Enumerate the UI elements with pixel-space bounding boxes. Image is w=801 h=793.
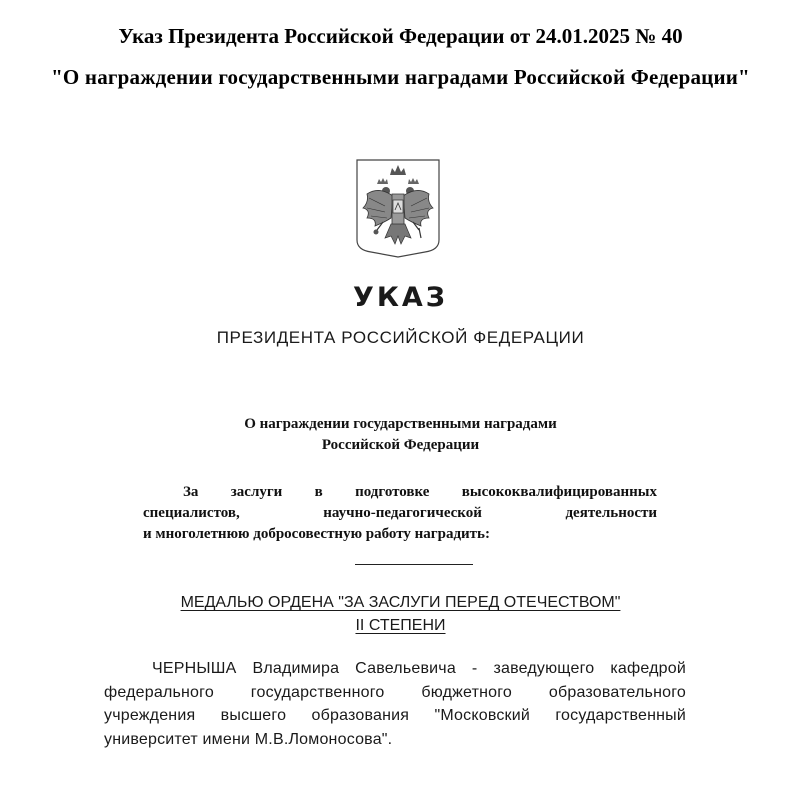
page-title: Указ Президента Российской Федерации от 24.01.2025 № 40	[118, 24, 683, 48]
divider-line	[355, 564, 473, 565]
award-line: МЕДАЛЬЮ ОРДЕНА "ЗА ЗАСЛУГИ ПЕРЕД ОТЕЧЕСТВОМ"	[180, 594, 621, 611]
preamble-line: и многолетнюю добросовестную работу наградить:	[143, 526, 490, 542]
recipient-line: университет имени М.В.Ломоносова".	[104, 730, 393, 748]
preamble-line: За заслуги в подготовке высококвалифицированных	[183, 484, 657, 500]
decree-preamble	[143, 482, 657, 545]
preamble-line: специалистов, научно-педагогической деятельности	[143, 505, 657, 521]
russian-coat-of-arms-icon	[355, 158, 441, 258]
decree-issuer: ПРЕЗИДЕНТА РОССИЙСКОЙ ФЕДЕРАЦИИ	[216, 328, 585, 347]
page-subtitle: "О награждении государственными наградами Российской Федерации"	[51, 65, 750, 89]
subject-line: О награждении государственными наградами	[244, 416, 557, 432]
recipient-paragraph	[104, 657, 686, 751]
decree-heading: УКАЗ	[353, 282, 448, 313]
award-title	[0, 591, 801, 637]
recipient-line: учреждения высшего образования "Московский государственный	[104, 707, 686, 724]
decree-subject	[0, 414, 801, 456]
recipient-line: федерального государственного бюджетного образовательного	[104, 683, 686, 701]
subject-line: Российской Федерации	[321, 437, 480, 453]
recipient-line: ЧЕРНЫША Владимира Савельевича - заведующего кафедрой	[152, 660, 686, 677]
award-line: II СТЕПЕНИ	[355, 617, 446, 634]
